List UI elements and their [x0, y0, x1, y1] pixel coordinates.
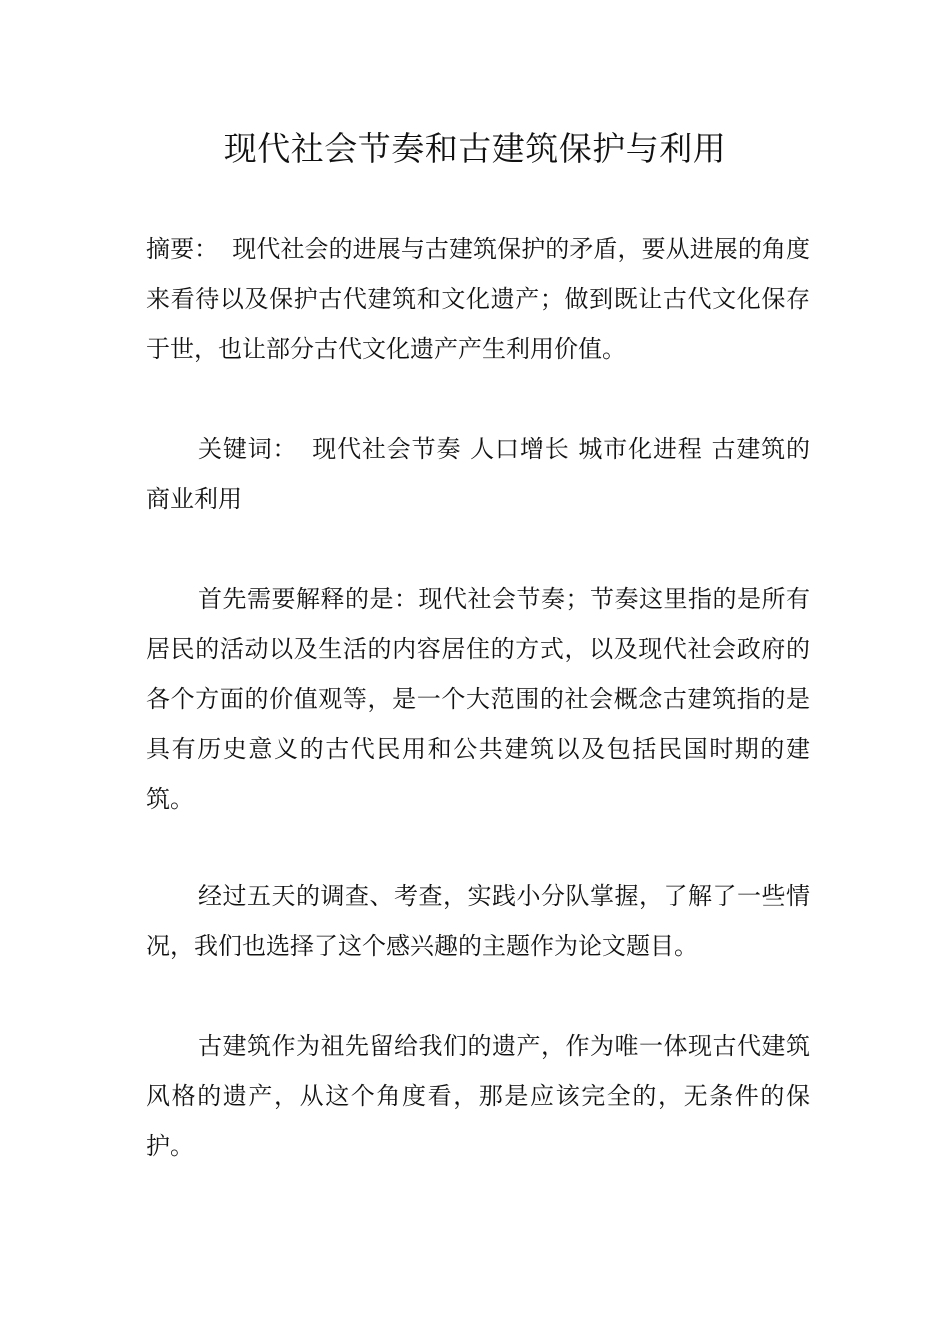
keywords-label: 关键词：	[198, 435, 298, 463]
keywords-paragraph	[146, 424, 810, 524]
body-paragraph-2: 经过五天的调查、考查，实践小分队掌握，了解了一些情况，我们也选择了这个感兴趣的主题作为论文题目。	[146, 882, 810, 960]
keyword-item: 城市化进程	[577, 435, 703, 463]
abstract-text: 现代社会的进展与古建筑保护的矛盾，要从进展的角度来看待以及保护古代建筑和文化遗产；做到既让古代文化保存于世，也让部分古代文化遗产产生利用价值。	[146, 235, 811, 363]
keyword-item: 现代社会节奏	[311, 435, 462, 463]
keyword-item: 人口增长	[469, 435, 570, 463]
body-paragraph-3: 古建筑作为祖先留给我们的遗产，作为唯一体现古代建筑风格的遗产，从这个角度看，那是应该完全的，无条件的保护。	[146, 1032, 810, 1160]
document-title: 现代社会节奏和古建筑保护与利用	[223, 129, 727, 168]
body-paragraph-1: 首先需要解释的是：现代社会节奏；节奏这里指的是所有居民的活动以及生活的内容居住的方式，以及现代社会政府的各个方面的价值观等，是一个大范围的社会概念古建筑指的是具有历史意义的古代民用和公共建筑以及包括民国时期的建筑。	[146, 585, 810, 813]
abstract-paragraph	[146, 224, 810, 374]
abstract-label: 摘要：	[146, 235, 219, 263]
keyword-item: 古建筑的商业利用	[146, 435, 811, 513]
